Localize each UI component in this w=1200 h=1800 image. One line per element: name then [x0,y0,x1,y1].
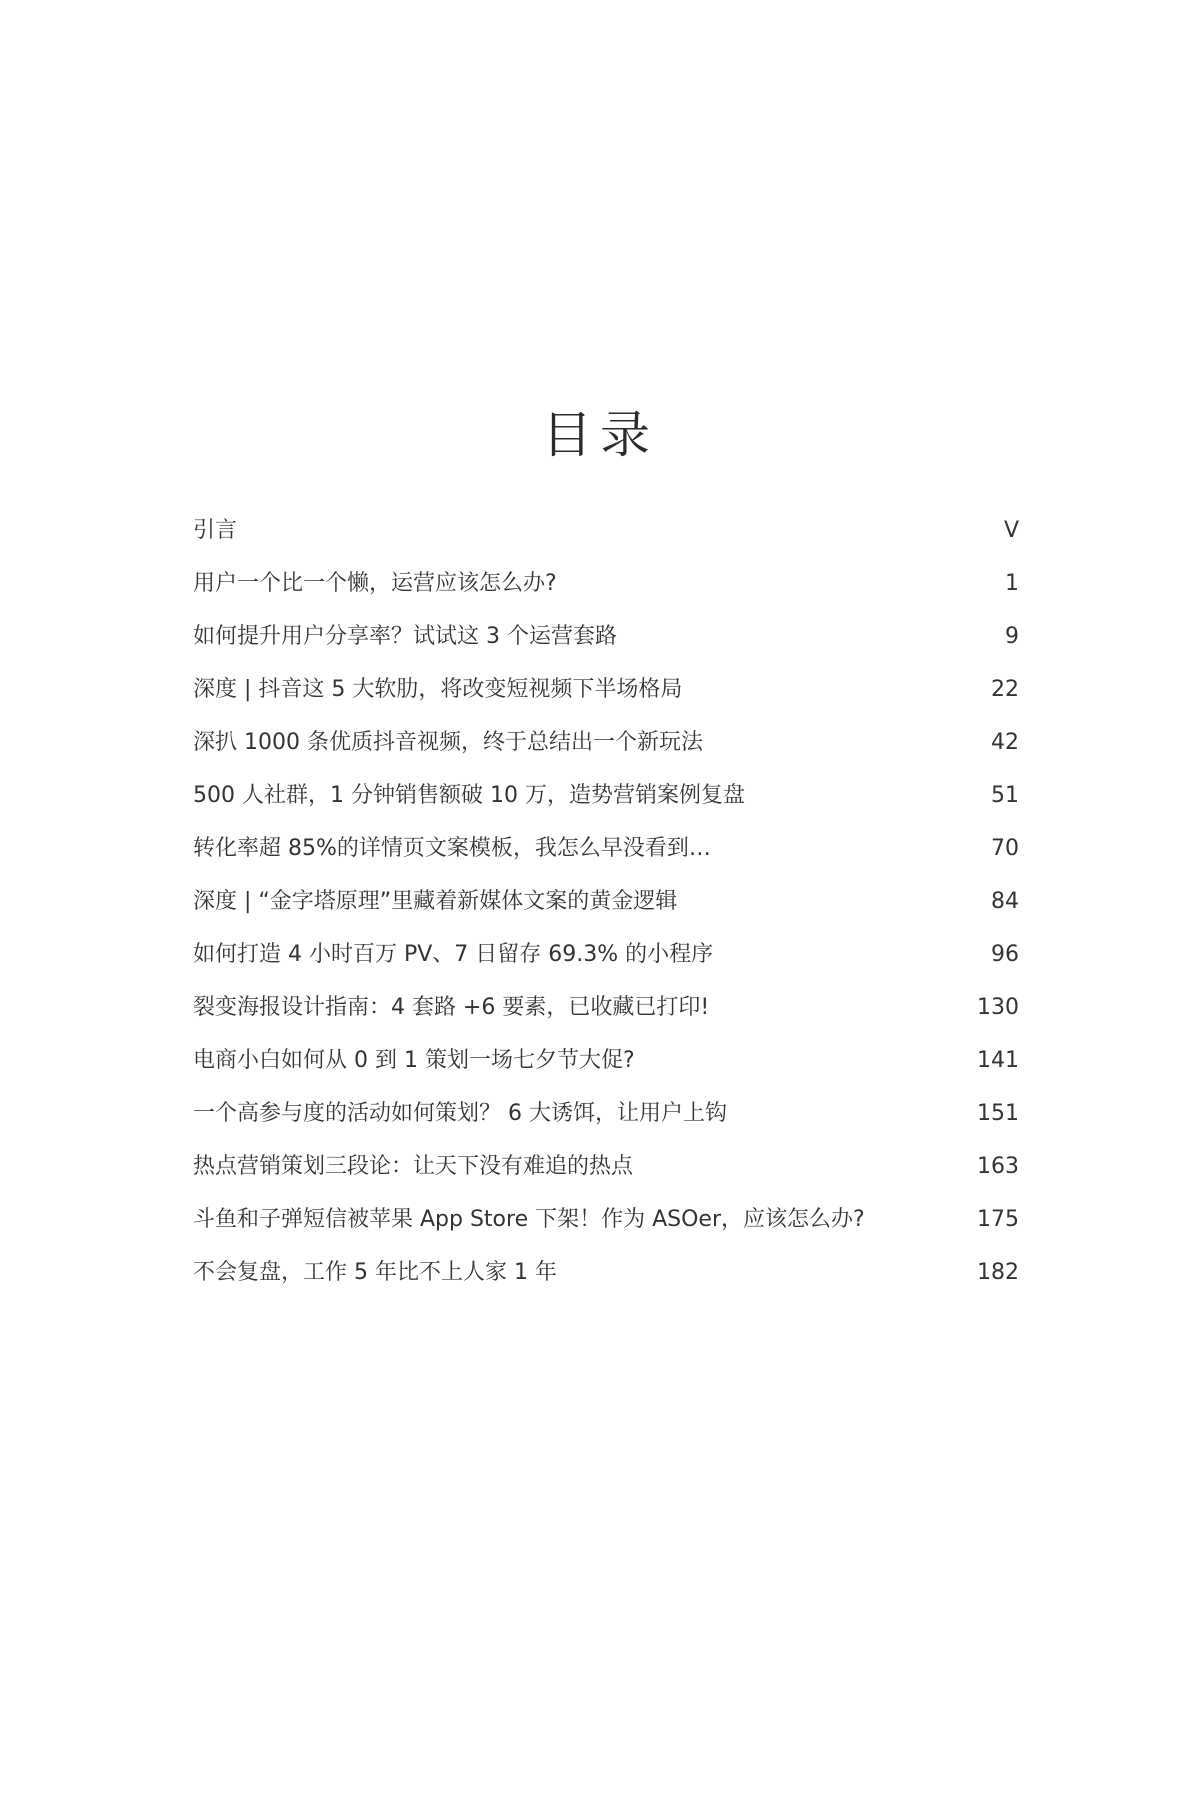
toc-entry-page: 22 [991,677,1019,702]
toc-entry-title: 裂变海报设计指南：4 套路 +6 要素，已收藏已打印! [193,995,710,1020]
toc-entry[interactable] [193,834,1019,887]
toc-entry[interactable] [193,622,1019,675]
toc-entry-page: 84 [991,889,1019,914]
toc-entry[interactable] [193,1046,1019,1099]
toc-entry-title: 用户一个比一个懒，运营应该怎么办? [193,571,557,596]
toc-entry-title: 引言 [193,518,238,543]
toc-entry[interactable] [193,728,1019,781]
toc-entry-title: 热点营销策划三段论：让天下没有难追的热点 [193,1154,634,1179]
toc-entry-page: 96 [991,942,1019,967]
toc-entry[interactable] [193,1258,1019,1311]
toc-entry-title: 电商小白如何从 0 到 1 策划一场七夕节大促? [193,1048,635,1073]
toc-entry-page: 1 [1005,571,1019,596]
toc-entry-page: 51 [991,783,1019,808]
page-title: 目录 [542,406,658,464]
toc-entry-page: 182 [977,1260,1019,1285]
toc-entry-page: 175 [977,1207,1019,1232]
toc-entry[interactable] [193,1152,1019,1205]
table-of-contents [193,516,1019,1311]
toc-entry-page: V [1003,518,1019,543]
toc-entry[interactable] [193,675,1019,728]
toc-entry[interactable] [193,940,1019,993]
toc-entry[interactable] [193,887,1019,940]
toc-entry-page: 9 [1005,624,1019,649]
toc-entry-page: 141 [977,1048,1019,1073]
toc-entry-title: 深扒 1000 条优质抖音视频，终于总结出一个新玩法 [193,730,703,755]
toc-entry-title: 斗鱼和子弹短信被苹果 App Store 下架！作为 ASOer，应该怎么办? [193,1207,865,1232]
toc-entry-title: 深度 | 抖音这 5 大软肋，将改变短视频下半场格局 [193,677,683,702]
toc-entry[interactable] [193,993,1019,1046]
toc-entry[interactable] [193,781,1019,834]
toc-entry[interactable] [193,1205,1019,1258]
toc-entry-page: 42 [991,730,1019,755]
toc-entry-title: 如何打造 4 小时百万 PV、7 日留存 69.3% 的小程序 [193,942,714,967]
toc-entry-page: 151 [977,1101,1019,1126]
toc-entry-page: 163 [977,1154,1019,1179]
toc-entry-page: 130 [977,995,1019,1020]
toc-entry[interactable] [193,1099,1019,1152]
toc-entry-title: 一个高参与度的活动如何策划？ 6 大诱饵，让用户上钩 [193,1101,727,1126]
toc-entry-title: 转化率超 85%的详情页文案模板，我怎么早没看到… [193,836,711,861]
toc-entry-title: 不会复盘，工作 5 年比不上人家 1 年 [193,1260,557,1285]
toc-entry-intro[interactable] [193,516,1019,569]
toc-entry-page: 70 [991,836,1019,861]
toc-entry-title: 深度 | “金字塔原理”里藏着新媒体文案的黄金逻辑 [193,889,678,914]
toc-entry[interactable] [193,569,1019,622]
toc-entry-title: 如何提升用户分享率？试试这 3 个运营套路 [193,624,617,649]
toc-entry-title: 500 人社群，1 分钟销售额破 10 万，造势营销案例复盘 [193,783,745,808]
